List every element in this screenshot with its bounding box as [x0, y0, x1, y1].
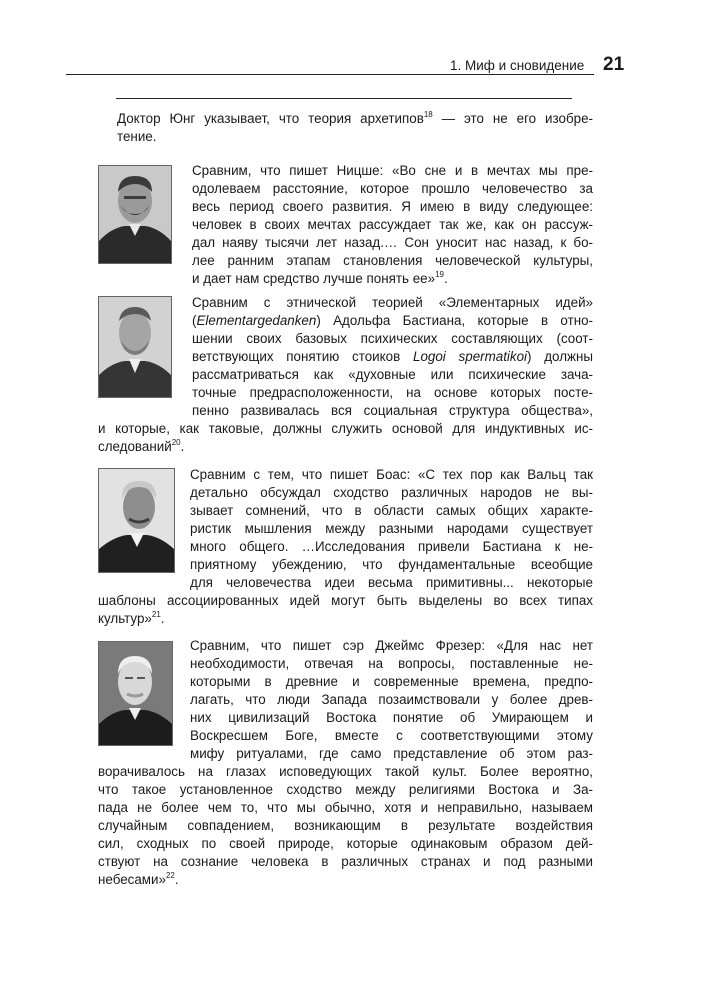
footnote-ref: 22 [165, 870, 175, 880]
text-line: для человечества идеи весьма примитивны... некоторые [190, 575, 593, 590]
text-line: Доктор Юнг указывает, что теория архетипов$^{18}$ — это не его изобре- [117, 109, 593, 126]
text-line: случайным совпадением, возникающим в результате воздействия [98, 818, 593, 833]
text-line: точные предрасположенности, на основе которых посте- [192, 385, 593, 400]
text-line: ворачивалось на глазах исповедующих такой культ. Более вероятно, [98, 764, 593, 779]
running-title: 1. Миф и сновидение [450, 58, 585, 73]
man-silhouette-icon [99, 469, 174, 572]
text-line: тение. [117, 129, 157, 144]
text-line: шении своих базовых психических составляющих (соот- [192, 331, 593, 346]
footnote-ref: 20 [171, 437, 181, 447]
text-line: Воскресшем Боге, вместе с соответствующими этому [190, 728, 593, 743]
man-silhouette-icon [99, 642, 172, 745]
text-line: приятному убеждению, что фундаментальные всеобщие [190, 557, 593, 572]
text-line: ристик мышления между разными народами существует [190, 521, 593, 536]
portrait-frazer [98, 641, 173, 746]
portrait-nietzsche [98, 165, 172, 264]
header-rule [66, 74, 594, 75]
text-line: необходимости, отвечая на вопросы, поставленные не- [190, 656, 593, 671]
text-line: дал наяву тысячи лет назад.… Сон уносит нас назад, к бо- [192, 235, 593, 250]
text-line: мифу ритуалами, где само представление об этом раз- [190, 746, 593, 761]
text-line: пада не более чем то, что мы обычно, хотя и неправильно, называем [98, 800, 593, 815]
footnote-ref: 21 [151, 609, 161, 619]
text-line: ствуют на сознание человека в различных странах и под разными [98, 854, 593, 869]
text-line: шаблоны ассоциированных идей могут быть выделены во всех типах [98, 593, 593, 608]
text-line: лее ранним этапам становления человеческой культуры, [192, 253, 593, 268]
portrait-bastian [98, 296, 172, 398]
text-line: Сравним с тем, что пишет Боас: «С тех пор как Вальц так [190, 467, 593, 482]
footnote-ref: 19 [435, 269, 444, 279]
text-line: зывает сомнений, что в области самых общих характе- [190, 503, 593, 518]
section-rule [116, 98, 572, 99]
text-line: человек в своих мечтах рассуждает так же, как он рассуж- [192, 217, 593, 232]
text-line: и дает нам средство лучше понять ее»$^{19}$. [192, 269, 448, 286]
man-silhouette-icon [99, 166, 171, 263]
text-line: них цивилизаций Востока понятие об Умирающем и [190, 710, 593, 725]
text-line: много общего. …Исследования привели Бастиана к не- [190, 539, 593, 554]
text-line: весь период своего развития. Я имею в виду следующее: [192, 199, 593, 214]
text-line: культур»$^{21}$. [98, 609, 165, 626]
text-line: сил, сходных по своей природе, которые одинаковым образом дей- [98, 836, 593, 851]
page-number: 21 [603, 54, 625, 75]
text-line: Сравним с этнической теорией «Элементарных идей» [192, 295, 593, 310]
portrait-boas [98, 468, 175, 573]
text-line: следований$^{20}$. [98, 437, 185, 454]
text-line: (Elementargedanken) Адольфа Бастиана, которые в отно- [192, 313, 593, 328]
text-line: которыми в древние и современные времена, предпо- [190, 674, 593, 689]
man-silhouette-icon [99, 297, 171, 397]
text-line: Сравним, что пишет сэр Джеймс Фрезер: «Для нас нет [190, 638, 593, 653]
text-line: лагать, что люди Запада позаимствовали у более древ- [190, 692, 593, 707]
text-line: ветствующих понятию стоиков Logoi spermatikoi) должны [192, 349, 593, 364]
text-line: небесами»$^{22}$. [98, 870, 179, 887]
text-line: что такое установленное сходство между религиями Востока и За- [98, 782, 593, 797]
text-line: одолеваем расстояние, которое прошло человечество за [192, 181, 593, 196]
footnote-ref: 18 [423, 109, 433, 119]
text-line: пенно развивалась вся социальная структура общества», [192, 403, 593, 418]
text-line: рассматриваться как «духовные или психические зача- [192, 367, 593, 382]
text-line: детально обсуждал сходство различных народов не вы- [190, 485, 593, 500]
text-line: и которые, как таковые, должны служить основой для индуктивных ис- [98, 421, 593, 436]
text-line: Сравним, что пишет Ницше: «Во сне и в мечтах мы пре- [192, 163, 593, 178]
